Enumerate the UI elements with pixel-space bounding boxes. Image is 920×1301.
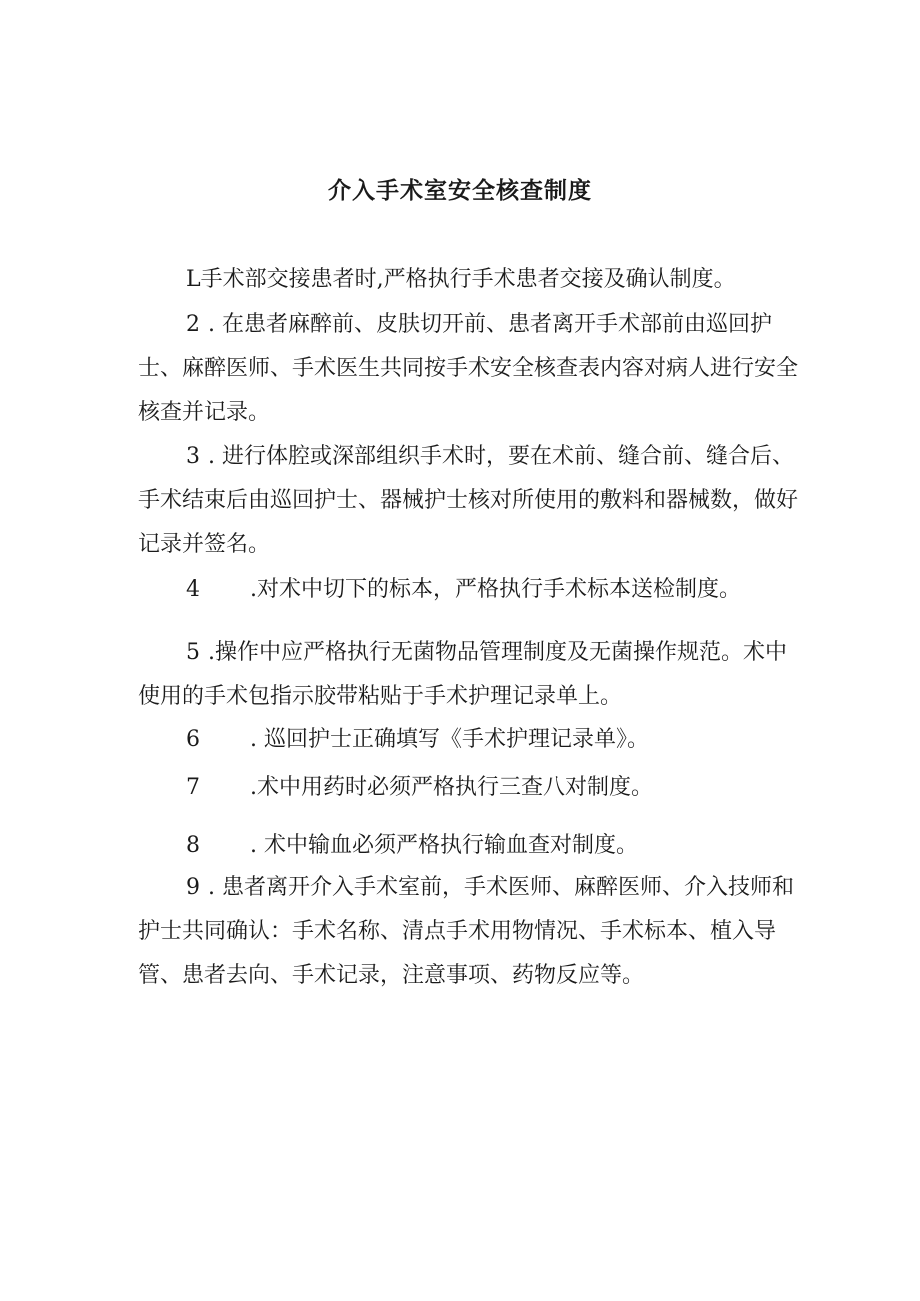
rule-text: .操作中应严格执行无菌物品管理制度及无菌操作规范。术中使用的手术包指示胶带粘贴于手术护理记录单上。 — [138, 640, 787, 709]
rule-item-7 — [138, 766, 798, 810]
rule-item-8 — [138, 824, 798, 868]
rule-text: . 在患者麻醉前、皮肤切开前、患者离开手术部前由巡回护士、麻醉医师、手术医生共同按手术安全核查表内容对病人进行安全核查并记录。 — [138, 312, 799, 425]
rule-text: .对术中切下的标本，严格执行手术标本送检制度。 — [250, 577, 741, 602]
rule-number: 5 — [186, 640, 200, 665]
document-title: 介入手术室安全核查制度 — [328, 178, 592, 204]
rule-text: . 术中输血必须严格执行输血查对制度。 — [250, 833, 638, 858]
rule-number: 6 — [186, 727, 200, 752]
rule-text: .术中用药时必须严格执行三查八对制度。 — [250, 775, 653, 800]
rule-number: 4 — [186, 577, 200, 602]
rule-item-1 — [138, 258, 798, 302]
rule-number: 3 — [186, 444, 200, 469]
rule-text: . 巡回护士正确填写《手术护理记录单》。 — [250, 727, 649, 752]
rule-item-3 — [138, 435, 798, 567]
rule-item-9 — [138, 866, 798, 998]
rule-item-6 — [138, 718, 798, 762]
rule-item-4 — [138, 568, 798, 612]
rule-number: L — [186, 267, 201, 292]
rule-item-5 — [138, 631, 798, 719]
rule-number: 2 — [186, 312, 200, 337]
rule-text: . 患者离开介入手术室前，手术医师、麻醉医师、介入技师和护士共同确认：手术名称、清点手术用物情况、手术标本、植入导管、患者去向、手术记录，注意事项、药物反应等。 — [138, 875, 794, 988]
rule-text: 手术部交接患者时,严格执行手术患者交接及确认制度。 — [200, 267, 736, 292]
rule-number: 8 — [186, 833, 200, 858]
rule-item-2 — [138, 303, 798, 435]
rule-number: 9 — [186, 875, 200, 900]
rule-number: 7 — [186, 775, 200, 800]
rule-text: . 进行体腔或深部组织手术时，要在术前、缝合前、缝合后、手术结束后由巡回护士、器械护士核对所使用的敷料和器械数，做好记录并签名。 — [138, 444, 799, 557]
